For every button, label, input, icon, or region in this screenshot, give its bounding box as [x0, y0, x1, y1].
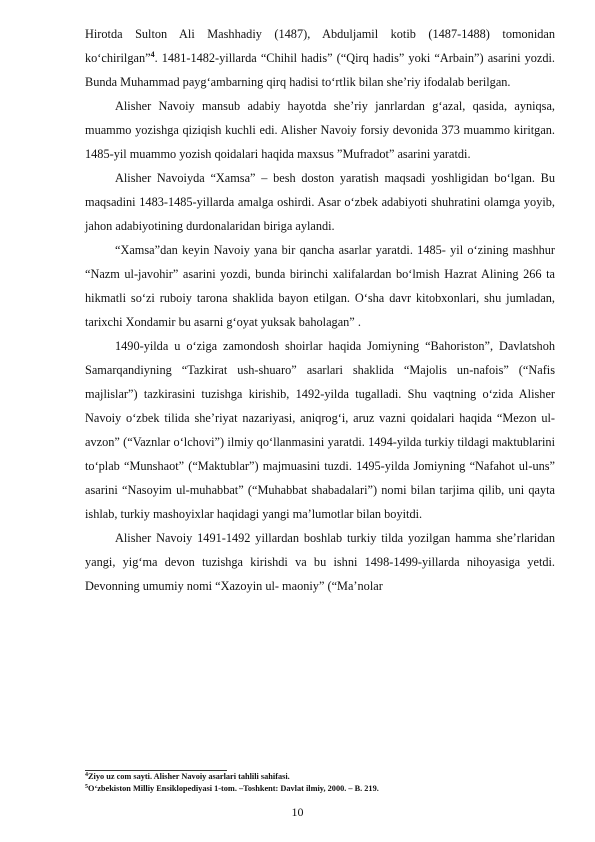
- paragraph-2: Alisher Navoiy mansub adabiy hayotda she’riy janrlardan g‘azal, qasida, ayniqsa, muammo yozishga qiziqish kuchli edi. Alisher Navoiy forsiy devonida 373 muammo kiritgan. 1485-yil muammo yozish qoidalari haqida maxsus ”Mufradot” asarini yaratdi.: [85, 99, 555, 161]
- footnote-text: O‘zbekiston Milliy Ensiklopediyasi 1-tom. –Toshkent: Davlat ilmiy, 2000. – B. 219.: [88, 784, 379, 793]
- footnote-ref-4[interactable]: 4: [150, 50, 155, 59]
- body-text: [85, 22, 555, 598]
- paragraph-5: 1490-yilda u o‘ziga zamondosh shoirlar haqida Jomiyning “Bahoriston”, Davlatshoh Samarqandiyning “Tazkirat ush-shuaro” asarlari shaklida “Majolis un-nafois” (“Nafis majlislar”) tazkirasini tuzishga kirishib, 1492-yilda tugalladi. Shu vaqtning o‘zida Alisher Navoiy o‘zbek tilida she’riyat nazariyasi, aniqrog‘i, aruz vazni qoidalari haqida “Mezon ul-avzon” (“Vaznlar o‘lchovi”) ilmiy qo‘llanmasini yaratdi. 1494-yilda turkiy tildagi maktublarini to‘plab “Munshaot” (“Maktublar”) majmuasini tuzdi. 1495-yilda Jomiyning “Nafahot ul-uns” asarini “Nasoyim ul-muhabbat” (“Muhabbat shabadalari”) nomi bilan tarjima qilib, uni qayta ishlab, turkiy mashoyixlar haqidagi yangi ma’lumotlar bilan boyitdi.: [85, 339, 555, 521]
- footnote-mark: 4: [85, 772, 88, 778]
- paragraph-3: Alisher Navoiyda “Xamsa” – besh doston yaratish maqsadi yoshligidan bo‘lgan. Bu maqsadini 1483-1485-yillarda amalga oshirdi. Asar o‘zbek adabiyoti shuhratini olamga yoyib, jahon adabiyotining durdonalaridan biriga aylandi.: [85, 171, 555, 233]
- page-number: 10: [291, 805, 304, 819]
- footnote-mark: 5: [85, 784, 88, 790]
- paragraph-4: “Xamsa”dan keyin Navoiy yana bir qancha asarlar yaratdi. 1485- yil o‘zining mashhur “Nazm ul-javohir” asarini yozdi, bunda birinchi xalifalardan bo‘lmish Hazrat Alining 266 ta hikmatli so‘zi ruboiy tarona shaklida bayon etilgan. O‘sha davr kitobxonlari, shu jumladan, tarixchi Xondamir bu asarni g‘oyat yuksak baholagan” .: [85, 243, 555, 329]
- footnote-text: Ziyo uz com sayti. Alisher Navoiy asarlari tahlili sahifasi.: [88, 772, 290, 781]
- footnotes: [85, 771, 555, 795]
- footnote-5: [85, 783, 555, 795]
- footnote-4: [85, 771, 555, 783]
- paragraph-1-text: Hirotda Sulton Ali Mashhadiy (1487), Abduljamil kotib (1487-1488) tomonidan ko‘chirilgan”: [85, 27, 555, 65]
- paragraph-6: Alisher Navoiy 1491-1492 yillardan boshlab turkiy tilda yozilgan hamma she’rlaridan yangi, yig‘ma devon tuzishga kirishdi va bu ishni 1498-1499-yillarda nihoyasiga yetdi. Devonning umumiy nomi “Xazoyin ul- maoniy” (“Ma’nolar: [85, 531, 555, 593]
- paragraph-1: [85, 22, 555, 94]
- paragraph-1-text-cont: . 1481-1482-yillarda “Chihil hadis” (“Qirq hadis” yoki “Arbain”) asarini yozdi. Bunda Muhammad payg‘ambarning qirq hadisi to‘rtlik bilan she’riy ifodalab berilgan.: [85, 51, 555, 89]
